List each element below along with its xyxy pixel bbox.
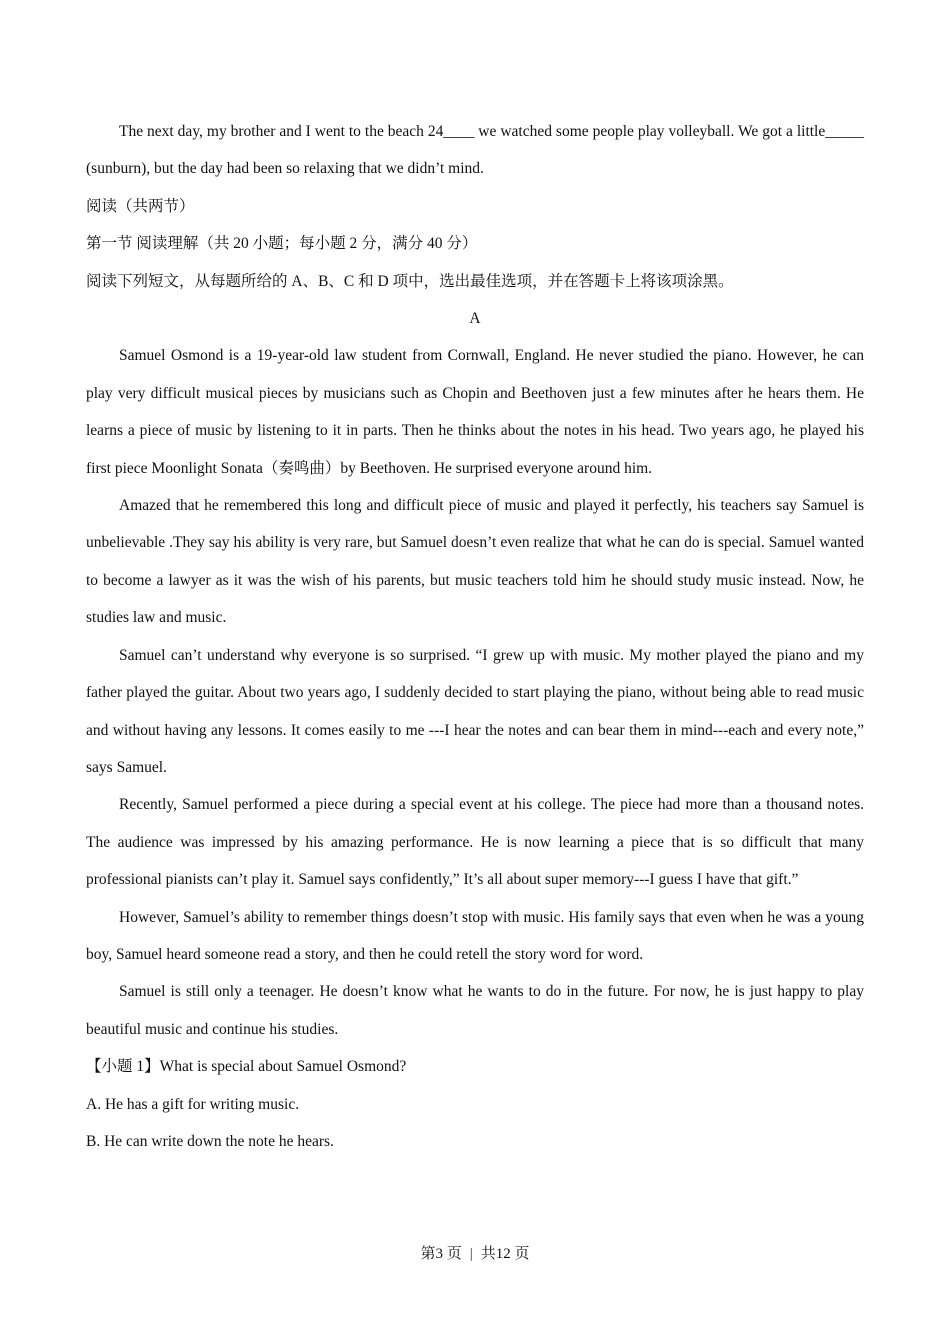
passage-paragraph: Samuel Osmond is a 19-year-old law student from Cornwall, England. He never studied the piano. However, he can play very difficult musical pieces by musicians such as Chopin and Beethoven just a few minutes after he hears them. He learns a piece of music by listening to it in parts. Then he thinks about the notes in his head. Two years ago, he played his first piece Moonlight Sonata（奏鸣曲）by Beethoven. He surprised everyone around him.: [86, 347, 864, 477]
answer-option: A. He has a gift for writing music.: [86, 1095, 300, 1113]
paragraph-cloze-end: The next day, my brother and I went to the beach 24____ we watched some people play volleyball. We got a little_____ (sunburn), but the day had been so relaxing that we didn’t mind.: [86, 123, 864, 178]
passage-paragraph: Samuel can’t understand why everyone is so surprised. “I grew up with music. My mother played the piano and my father played the guitar. About two years ago, I suddenly decided to start playing the piano, without being able to read music and without having any lessons. It comes easily to me ---I hear the notes and can bear them in mind---each and every note,” says Samuel.: [86, 646, 864, 776]
instructions: 阅读下列短文，从每题所给的 A、B、C 和 D 项中，选出最佳选项，并在答题卡上将该项涂黑。: [86, 272, 734, 290]
section-subheading: 第一节 阅读理解（共 20 小题；每小题 2 分，满分 40 分）: [86, 235, 478, 253]
question-label: 【小题 1】What is special about Samuel Osmond?: [86, 1058, 407, 1076]
page-total: 共12 页: [480, 1246, 530, 1262]
passage-paragraph: Amazed that he remembered this long and difficult piece of music and played it perfectly, his teachers say Samuel is unbelievable .They say his ability is very rare, but Samuel doesn’t even realize that what he can do is special. Samuel wanted to become a lawyer as it was the wish of his parents, but music teachers told him he should study music instead. Now, he studies law and music.: [86, 497, 864, 627]
passage-paragraph: However, Samuel’s ability to remember things doesn’t stop with music. His family says that even when he was a young boy, Samuel heard someone read a story, and then he could retell the story word for word.: [86, 908, 864, 963]
document-body: [86, 113, 864, 1160]
passage-title: A: [469, 310, 481, 328]
section-heading-reading: 阅读（共两节）: [86, 197, 195, 215]
passage-paragraph: Samuel is still only a teenager. He doesn’t know what he wants to do in the future. For now, he is just happy to play beautiful music and continue his studies.: [86, 983, 864, 1038]
page-number: 第3 页: [420, 1246, 462, 1262]
page-footer: [0, 1242, 950, 1263]
answer-option: B. He can write down the note he hears.: [86, 1132, 334, 1150]
footer-separator: |: [469, 1246, 473, 1262]
passage-paragraph: Recently, Samuel performed a piece during a special event at his college. The piece had more than a thousand notes. The audience was impressed by his amazing performance. He is now learning a piece that is so difficult that many professional pianists can’t play it. Samuel says confidently,” It’s all about super memory---I guess I have that gift.”: [86, 796, 864, 889]
